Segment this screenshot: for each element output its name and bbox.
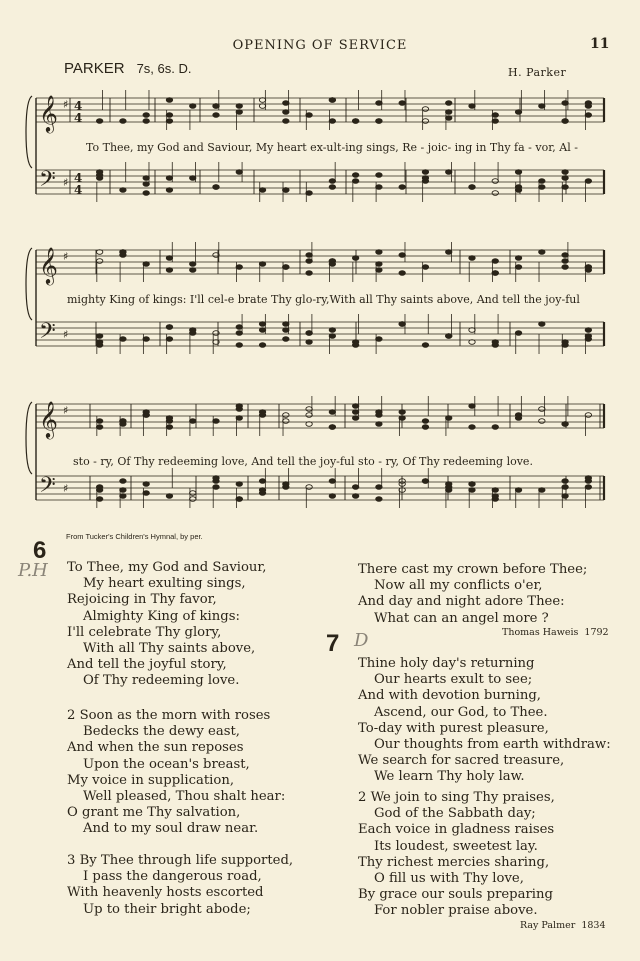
notehead — [259, 322, 265, 327]
notehead — [422, 170, 428, 175]
notehead — [492, 271, 498, 276]
notehead — [236, 331, 242, 336]
notehead — [329, 479, 335, 484]
notehead — [143, 182, 149, 187]
notehead — [585, 485, 591, 490]
svg-text:♯: ♯ — [63, 328, 69, 341]
notehead — [190, 497, 196, 502]
notehead — [352, 343, 358, 348]
notehead — [190, 331, 196, 336]
notehead — [492, 179, 498, 184]
notehead — [166, 256, 172, 261]
notehead — [259, 328, 265, 333]
hymn-6-margin-note: P.H — [18, 560, 48, 581]
notehead — [283, 419, 289, 424]
notehead — [329, 328, 335, 333]
notehead — [492, 425, 498, 430]
notehead — [562, 485, 568, 490]
verse-line: With all Thy saints above, — [83, 641, 256, 657]
notehead — [446, 110, 452, 115]
notehead — [166, 494, 172, 499]
notehead — [213, 185, 219, 190]
notehead — [422, 425, 428, 430]
notehead — [446, 334, 452, 339]
notehead — [515, 170, 521, 175]
notehead — [96, 340, 102, 345]
notehead — [259, 343, 265, 348]
notehead — [306, 253, 312, 258]
notehead — [446, 101, 452, 106]
source-note: From Tucker's Children's Hymnal, by per. — [66, 532, 203, 541]
notehead — [492, 191, 498, 196]
notehead — [515, 488, 521, 493]
notehead — [236, 104, 242, 109]
notehead — [399, 253, 405, 258]
notehead — [236, 404, 242, 409]
notehead — [585, 179, 591, 184]
verse-line: And with devotion burning, — [358, 688, 541, 704]
notehead — [329, 494, 335, 499]
notehead — [120, 422, 126, 427]
notehead — [143, 482, 149, 487]
notehead — [329, 262, 335, 267]
notehead — [283, 188, 289, 193]
notehead — [96, 334, 102, 339]
notehead — [143, 262, 149, 267]
verse-line: For nobler praise above. — [374, 903, 538, 919]
notehead — [376, 413, 382, 418]
notehead — [259, 479, 265, 484]
notehead — [352, 485, 358, 490]
notehead — [329, 179, 335, 184]
notehead — [120, 479, 126, 484]
notehead — [562, 119, 568, 124]
hymn-7-number: 7 — [326, 630, 340, 657]
verse-line: Each voice in gladness raises — [358, 822, 555, 838]
notehead — [96, 485, 102, 490]
notehead — [329, 425, 335, 430]
verse-line: Of Thy redeeming love. — [83, 673, 240, 689]
notehead — [562, 479, 568, 484]
notehead — [166, 337, 172, 342]
hymn-7-margin-note: D — [354, 630, 369, 651]
notehead — [166, 188, 172, 193]
notehead — [515, 110, 521, 115]
treble-clef-icon: 𝄞 — [39, 400, 58, 438]
notehead — [422, 479, 428, 484]
notehead — [585, 476, 591, 481]
verse-line: There cast my crown before Thee; — [358, 562, 588, 577]
notehead — [190, 104, 196, 109]
hymn-7-verse-1 — [358, 656, 611, 786]
verse-line: 2 We join to sing Thy praises, — [358, 790, 555, 805]
notehead — [329, 98, 335, 103]
notehead — [166, 325, 172, 330]
notehead — [562, 265, 568, 270]
notehead — [96, 425, 102, 430]
notehead — [399, 322, 405, 327]
notehead — [259, 98, 265, 103]
hymn-7-attribution — [520, 920, 606, 931]
verse-line: O grant me Thy salvation, — [67, 805, 241, 821]
verse-line: Our thoughts from earth withdraw: — [374, 737, 611, 753]
notehead — [376, 268, 382, 273]
verse-line: Almighty King of kings: — [83, 608, 240, 624]
page-number: 11 — [590, 36, 610, 52]
tune-name: PARKER — [64, 60, 125, 77]
svg-text:♯: ♯ — [63, 482, 69, 495]
verse-line: O fill us with Thy love, — [374, 871, 524, 887]
notehead — [376, 119, 382, 124]
notehead — [399, 416, 405, 421]
notehead — [96, 250, 102, 255]
notehead — [329, 185, 335, 190]
notehead — [143, 113, 149, 118]
notehead — [446, 416, 452, 421]
notehead — [213, 419, 219, 424]
notehead — [469, 328, 475, 333]
notehead — [283, 322, 289, 327]
notehead — [143, 176, 149, 181]
notehead — [259, 104, 265, 109]
verse-line: Rejoicing in Thy favor, — [67, 592, 217, 608]
notehead — [166, 416, 172, 421]
notehead — [539, 488, 545, 493]
verse-line: God of the Sabbath day; — [374, 806, 536, 822]
bass-clef-icon: 𝄢 — [39, 473, 56, 503]
page-header: OPENING OF SERVICE — [232, 38, 408, 53]
notehead — [96, 119, 102, 124]
notehead — [539, 419, 545, 424]
notehead — [352, 173, 358, 178]
notehead — [96, 419, 102, 424]
notehead — [306, 331, 312, 336]
svg-text:♯: ♯ — [63, 250, 69, 263]
notehead — [236, 416, 242, 421]
svg-text:♯: ♯ — [63, 404, 69, 417]
notehead — [446, 485, 452, 490]
notehead — [236, 170, 242, 175]
bass-clef-icon: 𝄢 — [39, 167, 56, 197]
notehead — [585, 104, 591, 109]
notehead — [376, 250, 382, 255]
notehead — [422, 107, 428, 112]
verse-line: Well pleased, Thou shalt hear: — [83, 789, 286, 805]
hymn-6-verse-2 — [67, 708, 285, 838]
notehead — [469, 404, 475, 409]
notehead — [329, 334, 335, 339]
svg-text:♯: ♯ — [63, 176, 69, 189]
treble-clef-icon: 𝄞 — [39, 246, 58, 284]
notehead — [469, 488, 475, 493]
notehead — [166, 119, 172, 124]
verse-line: To Thee, my God and Saviour, — [67, 560, 267, 575]
notehead — [166, 425, 172, 430]
notehead — [329, 119, 335, 124]
notehead — [306, 422, 312, 427]
verse-line: 3 By Thee through life supported, — [67, 853, 294, 868]
notehead — [306, 113, 312, 118]
notehead — [492, 343, 498, 348]
verse-line: We learn Thy holy law. — [374, 769, 525, 785]
hymn-7-year: 1834 — [581, 920, 606, 931]
notehead — [213, 476, 219, 481]
notehead — [492, 494, 498, 499]
hymn-6-verse-1 — [67, 560, 266, 690]
hymn-6-verse-3-continued — [358, 562, 587, 627]
notehead — [166, 176, 172, 181]
notehead — [399, 410, 405, 415]
notehead — [492, 119, 498, 124]
notehead — [376, 422, 382, 427]
notehead — [96, 259, 102, 264]
verse-line: I'll celebrate Thy glory, — [67, 624, 222, 640]
notehead — [120, 253, 126, 258]
notehead — [352, 494, 358, 499]
notehead — [166, 113, 172, 118]
hymn-6-verse-3 — [67, 853, 293, 918]
notehead — [492, 259, 498, 264]
notehead — [190, 491, 196, 496]
lyrics-line-3: sto - ry, Of Thy redeeming love, And tell the joy-ful sto - ry, Of Thy redeeming love. — [73, 455, 533, 468]
notehead — [469, 425, 475, 430]
notehead — [399, 185, 405, 190]
verse-line: And day and night adore Thee: — [358, 594, 565, 610]
notehead — [236, 265, 242, 270]
hymn-6-number: 6 — [33, 537, 47, 564]
verse-line: Bedecks the dewy east, — [83, 724, 240, 740]
verse-line: We search for sacred treasure, — [358, 753, 565, 769]
notehead — [259, 413, 265, 418]
notehead — [539, 179, 545, 184]
notehead — [585, 328, 591, 333]
notehead — [236, 325, 242, 330]
svg-text:4: 4 — [74, 171, 83, 185]
svg-text:4: 4 — [74, 183, 83, 197]
notehead — [306, 340, 312, 345]
verse-line: And to my soul draw near. — [83, 821, 259, 837]
notehead — [562, 494, 568, 499]
notehead — [120, 494, 126, 499]
notehead — [422, 179, 428, 184]
notehead — [492, 488, 498, 493]
notehead — [539, 407, 545, 412]
notehead — [120, 188, 126, 193]
notehead — [376, 485, 382, 490]
notehead — [469, 482, 475, 487]
notehead — [376, 173, 382, 178]
hymn-6-author: Thomas Haweis — [502, 627, 579, 638]
notehead — [306, 271, 312, 276]
verse-line: Thine holy day's returning — [358, 656, 535, 671]
notehead — [562, 176, 568, 181]
verse-line: And tell the joyful story, — [67, 657, 227, 673]
notehead — [283, 337, 289, 342]
notehead — [190, 268, 196, 273]
notehead — [259, 262, 265, 267]
tune-meter: 7s, 6s. D. — [136, 61, 192, 76]
notehead — [562, 253, 568, 258]
notehead — [399, 271, 405, 276]
notehead — [283, 328, 289, 333]
verse-line: To-day with purest pleasure, — [358, 720, 549, 736]
notehead — [352, 404, 358, 409]
hymn-6-year: 1792 — [584, 627, 609, 638]
notehead — [352, 416, 358, 421]
notehead — [283, 119, 289, 124]
svg-text:♯: ♯ — [63, 98, 69, 111]
notehead — [539, 250, 545, 255]
notehead — [120, 488, 126, 493]
notehead — [562, 259, 568, 264]
notehead — [236, 482, 242, 487]
notehead — [352, 410, 358, 415]
verse-line: Thy richest mercies sharing, — [358, 854, 550, 870]
notehead — [422, 419, 428, 424]
notehead — [283, 101, 289, 106]
notehead — [143, 491, 149, 496]
bass-clef-icon: 𝄢 — [39, 319, 56, 349]
notehead — [120, 337, 126, 342]
verse-line: My voice in supplication, — [67, 772, 235, 788]
notehead — [352, 179, 358, 184]
notehead — [329, 410, 335, 415]
notehead — [306, 259, 312, 264]
verse-line: Its loudest, sweetest lay. — [374, 838, 538, 854]
notehead — [96, 173, 102, 178]
notehead — [236, 343, 242, 348]
notehead — [562, 101, 568, 106]
notehead — [469, 256, 475, 261]
notehead — [283, 482, 289, 487]
notehead — [236, 110, 242, 115]
notehead — [143, 410, 149, 415]
notehead — [469, 340, 475, 345]
lyrics-line-1: To Thee, my God and Saviour, My heart ex-ult-ing sings, Re - joic- ing in Thy fa - vor, Al - — [86, 141, 578, 154]
notehead — [143, 191, 149, 196]
notehead — [376, 101, 382, 106]
notehead — [283, 413, 289, 418]
notehead — [166, 268, 172, 273]
notehead — [562, 185, 568, 190]
notehead — [190, 262, 196, 267]
hymn-7-verse-2 — [358, 790, 555, 920]
notehead — [539, 185, 545, 190]
notehead — [469, 185, 475, 190]
notehead — [306, 191, 312, 196]
verse-line: By grace our souls preparing — [358, 887, 553, 903]
notehead — [515, 188, 521, 193]
notehead — [446, 116, 452, 121]
notehead — [539, 104, 545, 109]
notehead — [515, 256, 521, 261]
notehead — [469, 104, 475, 109]
notehead — [352, 119, 358, 124]
verse-line: I pass the dangerous road, — [83, 869, 262, 885]
notehead — [585, 413, 591, 418]
notehead — [143, 337, 149, 342]
notehead — [306, 485, 312, 490]
notehead — [259, 491, 265, 496]
tune-heading — [64, 60, 192, 77]
notehead — [515, 265, 521, 270]
notehead — [213, 485, 219, 490]
treble-clef-icon: 𝄞 — [39, 94, 58, 132]
notehead — [190, 419, 196, 424]
notehead — [399, 101, 405, 106]
notehead — [306, 407, 312, 412]
notehead — [422, 343, 428, 348]
notehead — [492, 113, 498, 118]
verse-line: Now all my conflicts o'er, — [374, 578, 543, 594]
verse-line: Ascend, our God, to Thee. — [374, 704, 548, 720]
notehead — [562, 343, 568, 348]
notehead — [376, 262, 382, 267]
notehead — [376, 185, 382, 190]
notehead — [422, 265, 428, 270]
notehead — [96, 497, 102, 502]
verse-line: Our hearts exult to see; — [374, 672, 533, 688]
hymn-7-author: Ray Palmer — [520, 920, 576, 931]
svg-text:4: 4 — [74, 99, 83, 113]
lyrics-line-2: mighty King of kings: I'll cel-e brate Thy glo-ry,With all Thy saints above, And tell the joy-ful — [67, 293, 580, 306]
notehead — [166, 98, 172, 103]
notehead — [539, 322, 545, 327]
notehead — [562, 422, 568, 427]
notehead — [515, 416, 521, 421]
tune-composer: H. Parker — [508, 66, 567, 79]
verse-line: 2 Soon as the morn with roses — [67, 708, 271, 723]
notehead — [515, 331, 521, 336]
notehead — [585, 337, 591, 342]
notehead — [236, 497, 242, 502]
verse-line: And when the sun reposes — [67, 740, 244, 756]
notehead — [120, 119, 126, 124]
notehead — [585, 268, 591, 273]
notehead — [283, 265, 289, 270]
hymn-6-attribution — [502, 627, 609, 638]
notehead — [562, 170, 568, 175]
notehead — [213, 113, 219, 118]
verse-line: My heart exulting sings, — [83, 576, 246, 592]
notehead — [143, 119, 149, 124]
svg-text:4: 4 — [74, 111, 83, 125]
notehead — [352, 256, 358, 261]
notehead — [585, 113, 591, 118]
notehead — [283, 110, 289, 115]
notehead — [190, 176, 196, 181]
notehead — [213, 104, 219, 109]
notehead — [376, 497, 382, 502]
verse-line: Upon the ocean's breast, — [83, 756, 250, 772]
notehead — [446, 170, 452, 175]
notehead — [376, 337, 382, 342]
verse-line: With heavenly hosts escorted — [67, 885, 264, 901]
verse-line: Up to their bright abode; — [83, 901, 251, 917]
notehead — [446, 250, 452, 255]
notehead — [306, 413, 312, 418]
notehead — [259, 188, 265, 193]
verse-line: What can an angel more ? — [374, 610, 549, 626]
notehead — [422, 119, 428, 124]
